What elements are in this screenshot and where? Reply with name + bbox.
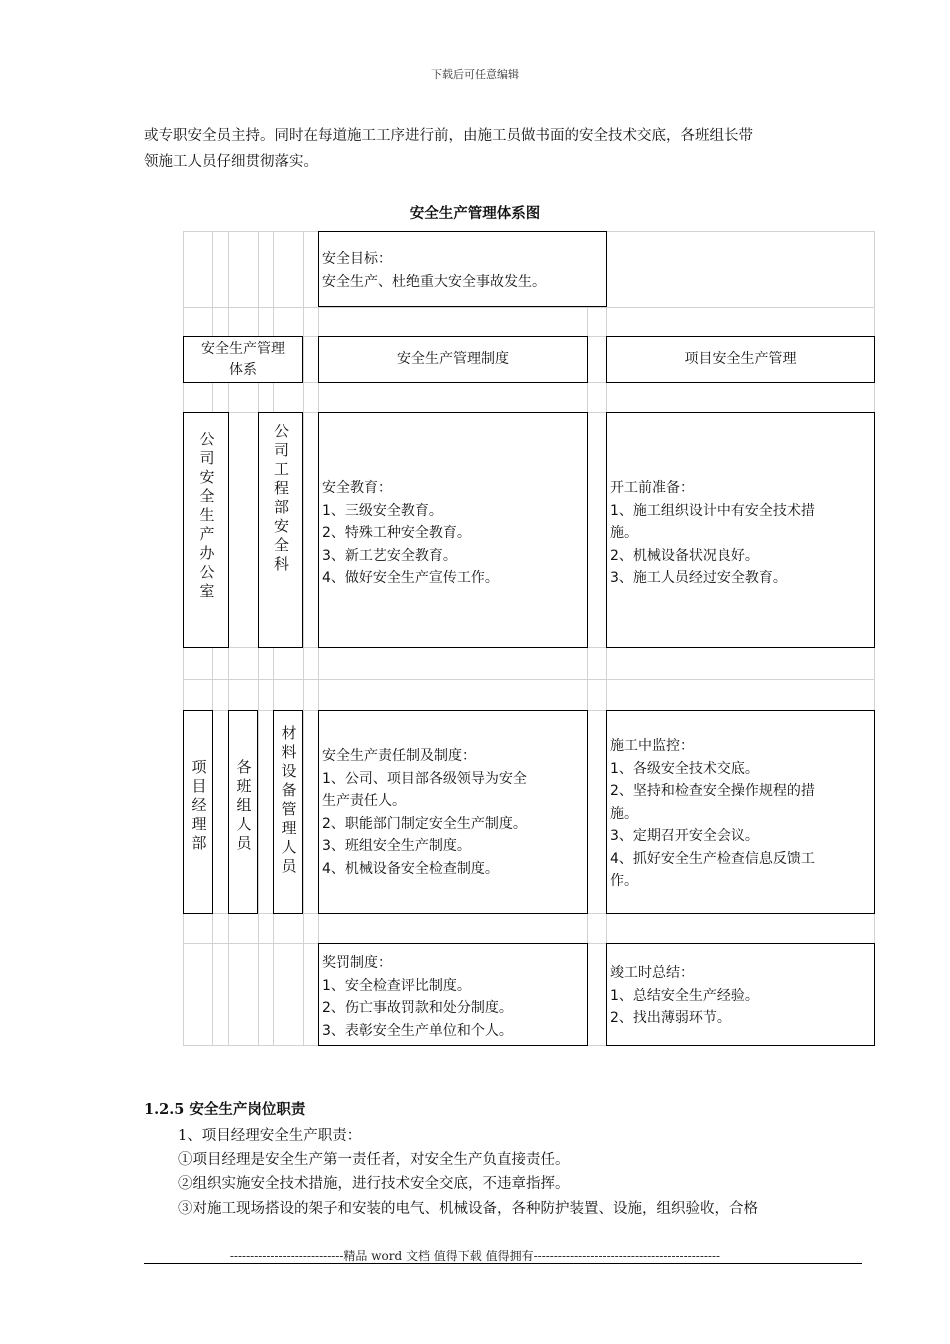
- safety-rules-header: 安全生产管理制度: [318, 336, 588, 383]
- engineering-safety-section-label: 公司工程部安全科: [272, 423, 290, 575]
- grid-line: [183, 679, 875, 680]
- page-header: 下载后可任意编辑: [431, 68, 519, 81]
- engineering-safety-section-box: [258, 412, 303, 648]
- material-equipment-staff-box: [273, 710, 303, 914]
- material-equipment-staff-label: 材料设备管理人员: [279, 725, 298, 877]
- section-heading: 1.2.5 安全生产岗位职责: [144, 1101, 306, 1118]
- reward-punishment-box: 奖罚制度： 1、安全检查评比制度。 2、伤亡事故罚款和处分制度。 3、表彰安全生产单位和个人。: [318, 943, 588, 1046]
- safety-education-box: 安全教育： 1、三级安全教育。 2、特殊工种安全教育。 3、新工艺安全教育。 4、做好安全生产宣传工作。: [318, 412, 588, 648]
- footer-rule: [144, 1263, 862, 1264]
- duty-item-3: ③对施工现场搭设的架子和安装的电气、机械设备，各种防护装置、设施，组织验收，合格: [178, 1201, 758, 1217]
- team-staff-label: 各班组人员: [234, 759, 253, 854]
- preparation-box: 开工前准备： 1、施工组织设计中有安全技术措 施。 2、机械设备状况良好。 3、施工人员经过安全教育。: [606, 412, 875, 648]
- project-dept-box: [183, 710, 213, 914]
- diagram-title: 安全生产管理体系图: [409, 205, 541, 222]
- grid-line: [183, 307, 875, 308]
- team-staff-box: [228, 710, 258, 914]
- duty-subheading: 1、项目经理安全生产职责：: [178, 1128, 362, 1144]
- safety-goal-box: 安全目标： 安全生产、杜绝重大安全事故发生。: [318, 231, 607, 307]
- responsibility-system-box: 安全生产责任制及制度： 1、公司、项目部各级领导为安全 生产责任人。 2、职能部门制定安全生产制度。 3、班组安全生产制度。 4、机械设备安全检查制度。: [318, 710, 588, 914]
- project-dept-label: 项目经理部: [189, 759, 208, 854]
- company-safety-office-label: 公司安全生产办公室: [197, 431, 216, 602]
- grid-line: [303, 231, 304, 1046]
- intro-line-1: 或专职安全员主持。同时在每道施工工序进行前，由施工员做书面的安全技术交底，各班组长带: [144, 128, 753, 144]
- duty-item-1: ①项目经理是安全生产第一责任者，对安全生产负直接责任。: [178, 1152, 570, 1168]
- company-safety-office-box: [183, 412, 229, 648]
- management-system-diagram: [183, 231, 875, 1046]
- intro-line-2: 领施工人员仔细贯彻落实。: [144, 154, 318, 170]
- page-footer: ----------------------------精品 word 文档 值得下载 值得拥有----------------------------------------------: [229, 1249, 721, 1263]
- project-safety-header: 项目安全生产管理: [606, 336, 875, 383]
- completion-summary-box: 竣工时总结： 1、总结安全生产经验。 2、找出薄弱环节。: [606, 943, 875, 1046]
- duty-item-2: ②组织实施安全技术措施，进行技术安全交底，不违章指挥。: [178, 1176, 570, 1192]
- management-system-label: 安全生产管理 体系: [183, 336, 303, 383]
- construction-monitoring-box: 施工中监控： 1、各级安全技术交底。 2、坚持和检查安全操作规程的措 施。 3、定期召开安全会议。 4、抓好安全生产检查信息反馈工 作。: [606, 710, 875, 914]
